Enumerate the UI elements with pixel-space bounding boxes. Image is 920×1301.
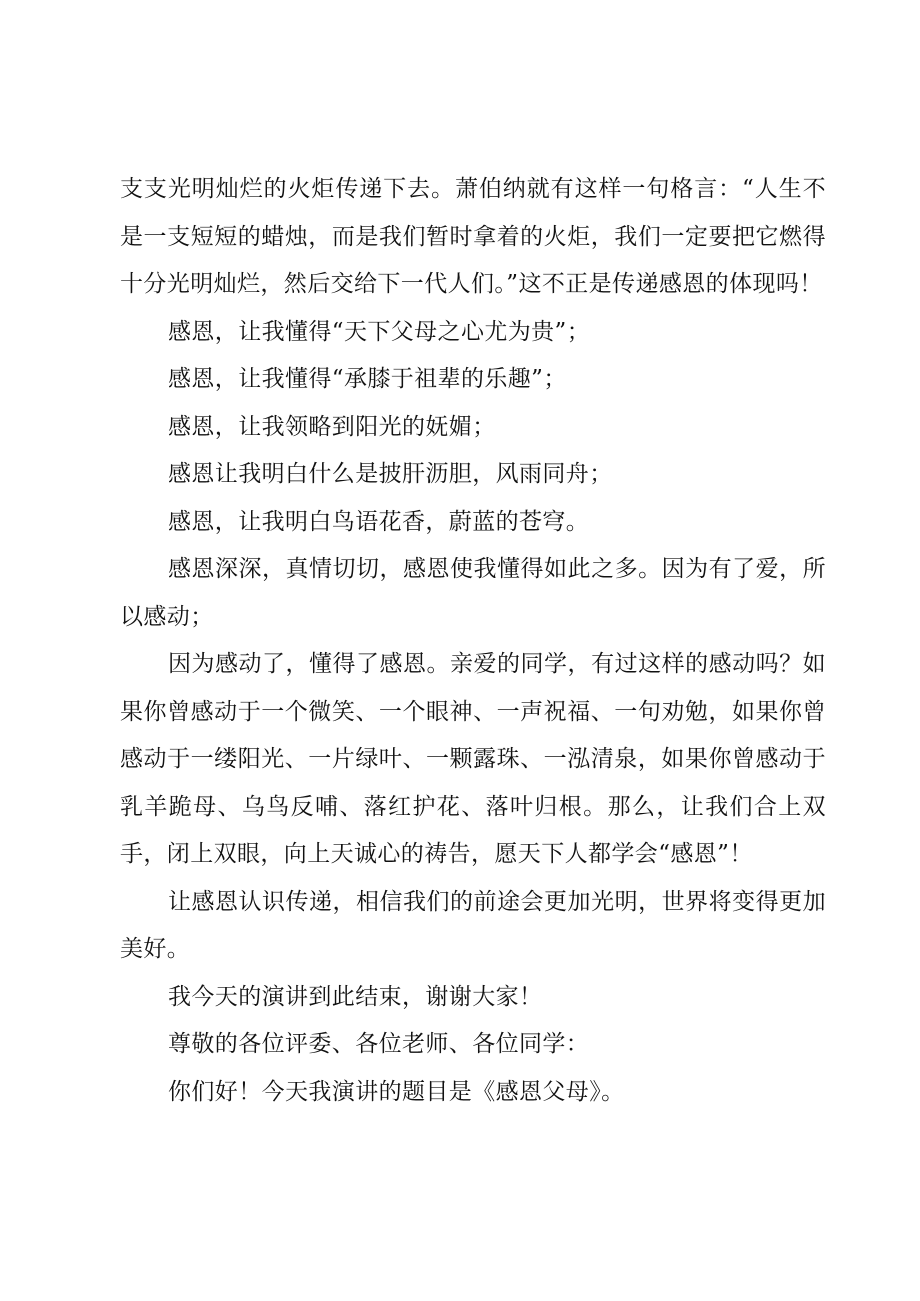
paragraph-2: 感恩，让我懂得“天下父母之心尤为贵”； xyxy=(168,318,591,345)
paragraph-12: 你们好！今天我演讲的题目是《感恩父母》。 xyxy=(168,1078,625,1105)
paragraph-5: 感恩让我明白什么是披肝沥胆，风雨同舟； xyxy=(168,461,613,487)
paragraph-3: 感恩，让我懂得“承膝于祖辈的乐趣”； xyxy=(168,366,567,392)
paragraph-8: 因为感动了，懂得了感恩。亲爱的同学，有过这样的感动吗？如果你曾感动于一个微笑、一个眼神、一声祝福、一句劝勉，如果你曾感动于一缕阳光、一片绿叶、一颗露珠、一泓清泉，如果你曾感动于乳羊跪母、乌鸟反哺、落红护花、落叶归根。那么，让我们合上双手，闭上双眼，向上天诚心的祷告，愿天下人都学会“感恩”！ xyxy=(120,651,826,867)
paragraph-4: 感恩，让我领略到阳光的妩媚； xyxy=(168,413,496,440)
paragraph-6: 感恩，让我明白鸟语花香，蔚蓝的苍穹。 xyxy=(168,508,590,535)
paragraph-9: 让感恩认识传递，相信我们的前途会更加光明，世界将变得更加美好。 xyxy=(120,888,826,962)
paragraph-1: 支支光明灿烂的火炬传递下去。萧伯纳就有这样一句格言：“人生不是一支短短的蜡烛，而是我们暂时拿着的火炬，我们一定要把它燃得十分光明灿烂，然后交给下一代人们。”这不正是传递感恩的体现吗！ xyxy=(120,176,826,297)
document-body xyxy=(120,166,826,1116)
paragraph-7: 感恩深深，真情切切，感恩使我懂得如此之多。因为有了爱，所以感动； xyxy=(120,556,826,630)
paragraph-10: 我今天的演讲到此结束，谢谢大家！ xyxy=(168,983,543,1010)
paragraph-11: 尊敬的各位评委、各位老师、各位同学： xyxy=(168,1031,590,1057)
